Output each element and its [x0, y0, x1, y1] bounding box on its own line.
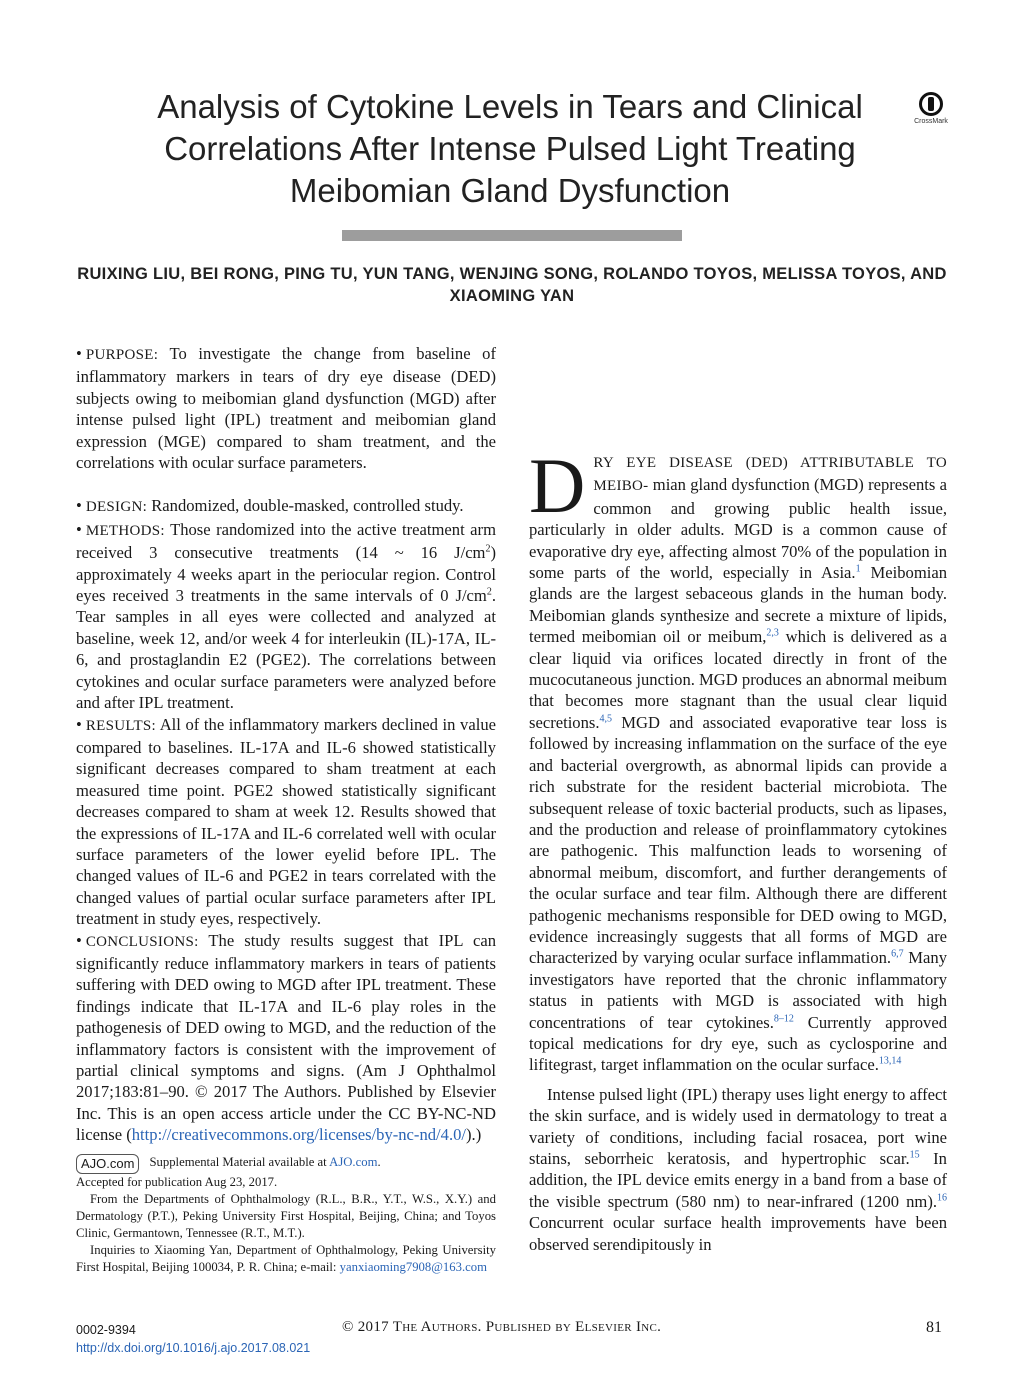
- p1-text-c: which is delivered as a clear liquid via orifices located directly in front of the mucocutaneous junction. MGD produces an abnormal meibum that becomes more stagnant than the usual clear liquid secretions.: [529, 627, 947, 732]
- crossmark-badge[interactable]: [913, 92, 949, 125]
- page-number: 81: [926, 1319, 942, 1336]
- p1-text-d: MGD and associated evaporative tear loss is followed by increasing inflammation on the surface of the eye and bacterial overgrowth, as abnormal lipids can provide a rich substrate for the resident bacterial microbiota. The subsequent release of toxic bacterial products, such as lipases, and the production and release of proinflammatory cytokines are pathogenic. This malfunction leads to worsening of abnormal meibum, discomfort, and further derangements of the ocular surface and tear film. Although there are different pathogenic mechanisms responsible for DED owing to MGD, evidence increasingly suggests that all forms of MGD are characterized by varying ocular surface inflammation.: [529, 712, 947, 968]
- affiliations: From the Departments of Ophthalmology (R.L., B.R., Y.T., W.S., X.Y.) and Dermatology (P.T.), Peking University First Hospital, Beijing, China; and Toyos Clinic, Germantown, Tennessee (R.T., M.T.).: [76, 1192, 496, 1240]
- ref-link[interactable]: 16: [937, 1192, 947, 1204]
- ref-link[interactable]: 1: [855, 563, 861, 575]
- ajo-badge[interactable]: AJO.com: [76, 1154, 139, 1174]
- supplemental-end: .: [377, 1155, 381, 1169]
- article-title: Analysis of Cytokine Levels in Tears and Clinical Correlations After Intense Pulsed Light Treating Meibomian Gland Dysfunction: [157, 88, 863, 209]
- footer-identifiers: [76, 1321, 310, 1357]
- abstract-results: • RESULTS: All of the inflammatory markers declined in value compared to baselines. IL-17A and IL-6 showed statistically significant decreases compared to sham treatment at each measured time point. PGE2 showed statistically significant decreases compared to sham at week 12. Results showed that the expressions of IL-17A and IL-6 correlated well with ocular surface parameters of the lower eyelid before IPL. The changed values of IL-6 and PGE2 in tears correlated with the changed values of partial ocular surface parameters after IPL treatment in study eyes, respectively.: [76, 714, 496, 929]
- email-link[interactable]: yanxiaoming7908@163.com: [339, 1260, 487, 1274]
- accepted-date: Accepted for publication Aug 23, 2017.: [76, 1175, 278, 1189]
- supplemental-note: [76, 1154, 496, 1174]
- abstract-methods: • METHODS: Those randomized into the active treatment arm received 3 consecutive treatments (14 ~ 16 $J/cm^2$) approximately 4 weeks apart in the periocular region. Control eyes received 3 treatments in the same intervals of 0 $J/cm^2$. Tear samples in all eyes were collected and analyzed at baseline, week 12, and/or week 4 for interleukin (IL)-17A, IL-6, and prostaglandin E2 (PGE2). The correlations between cytokines and ocular surface parameters were analyzed before and after IPL treatment.: [76, 519, 496, 713]
- author-list: RUIXING LIU, BEI RONG, PING TU, YUN TANG, WENJING SONG, ROLANDO TOYOS, MELISSA TOYOS, AND XIAOMING YAN: [77, 265, 947, 305]
- results-text: All of the inflammatory markers declined in value compared to baselines. IL-17A and IL-6 showed statistically significant decreases compared to sham treatment at each measured time point. PGE2 showed statistically significant decreases compared to sham at week 12. Results showed that the expressions of IL-17A and IL-6 correlated well with ocular surface parameters of the lower eyelid before IPL. The changed values of IL-6 and PGE2 in tears correlated with the changed values of partial ocular surface parameters after IPL treatment in study eyes, respectively.: [76, 714, 496, 929]
- p2-text-b: In addition, the IPL device emits energy in a band from a base of the visible spectrum (580 nm) to near-infrared (1200 nm).: [529, 1149, 947, 1211]
- abstract-design: • DESIGN: Randomized, double-masked, controlled study.: [76, 496, 464, 516]
- inquiries: [76, 1242, 496, 1276]
- methods-superscript-1: 2: [485, 543, 491, 555]
- methods-label: METHODS:: [85, 522, 165, 539]
- citation-text: (Am J Ophthalmol 2017;183:81–90. © 2017 The Authors. Published by Elsevier Inc. This is an open access article under the CC BY-NC-ND license (: [76, 1061, 496, 1145]
- crossmark-label: CrossMark: [914, 118, 948, 125]
- article-body: [529, 343, 947, 1255]
- license-link[interactable]: http://creativecommons.org/licenses/by-nc-nd/4.0/: [131, 1125, 467, 1145]
- issn: 0002-9394: [76, 1323, 136, 1337]
- inquiries-text: Inquiries to Xiaoming Yan, Department of Ophthalmology, Peking University First Hospital, Beijing 100034, P. R. China; e-mail:: [76, 1243, 496, 1274]
- ref-link[interactable]: 15: [909, 1149, 920, 1161]
- body-paragraph-1: [529, 442, 948, 1076]
- methods-superscript-2: 2: [486, 586, 492, 598]
- drop-cap: D: [529, 442, 586, 529]
- methods-text-3: . Tear samples in all eyes were collected and analyzed at baseline, week 12, and/or week 4 for interleukin (IL)-17A, IL-6, and prostaglandin E2 (PGE2). The correlations between cytokines and ocular surface parameters were analyzed before and after IPL treatment.: [76, 586, 496, 713]
- doi-link[interactable]: http://dx.doi.org/10.1016/j.ajo.2017.08.021: [76, 1341, 311, 1355]
- ref-link[interactable]: 6,7: [891, 948, 904, 960]
- p1-text-e: Many investigators have reported that the chronic inflammatory status in patients with MGD is associated with high concentrations of tear cytokines.: [529, 948, 947, 1032]
- footer-copyright: © 2017 The Authors. Published by Elsevier Inc.: [342, 1319, 662, 1335]
- p2-text-c: Concurrent ocular surface health improvements have been observed serendipitously in: [529, 1213, 947, 1254]
- body-paragraph-2: [529, 1084, 947, 1255]
- design-text: Randomized, double-masked, controlled study.: [151, 496, 464, 516]
- title-divider: [342, 230, 682, 241]
- abstract-continuation-space: [529, 343, 947, 451]
- abstract-conclusions: • CONCLUSIONS: The study results suggest that IPL can significantly reduce inflammatory markers in tears of patients suffering with DED owing to MGD after IPL treatment. These findings indicate that IL-17A and IL-6 play roles in the pathogenesis of DED owing to MGD, and the reduction of the inflammatory factors is consistent with the improvement of partial clinical symptoms and signs. (Am J Ophthalmol 2017;183:81–90. © 2017 The Authors. Published by Elsevier Inc. This is an open access article under the CC BY-NC-ND license (http://creativecommons.org/licenses/by-nc-nd/4.0/).): [76, 930, 496, 1145]
- p1-text-a: mian gland dysfunction (MGD) represents a common and growing public health issue, particularly in older adults. MGD is a common cause of evaporative dry eye, affecting almost 70% of the population in some parts of the world, especially in Asia.: [529, 475, 948, 583]
- results-label: RESULTS:: [85, 717, 157, 734]
- p1-text-f: Currently approved topical medications for dry eye, such as cyclosporine and lifitegrast, target inflammation on the ocular surface.: [529, 1012, 947, 1075]
- methods-text-2: ) approximately 4 weeks apart in the periocular region. Control eyes received 3 treatments in the same intervals of 0 J/cm: [76, 543, 496, 606]
- design-label: DESIGN:: [85, 499, 148, 516]
- purpose-text: To investigate the change from baseline of inflammatory markers in tears of dry eye disease (DED) subjects owing to meibomian gland dysfunction (MGD) after intense pulsed light (IPL) treatment and meibomian gland expression (MGE) compared to sham treatment, and the correlations with ocular surface parameters.: [76, 344, 496, 473]
- ref-link[interactable]: 4,5: [599, 713, 612, 725]
- abstract: [76, 343, 496, 1146]
- methods-text-1: Those randomized into the active treatment arm received 3 consecutive treatments (14 ~ 16 J/cm: [76, 519, 496, 563]
- crossmark-icon: [919, 92, 943, 116]
- lead-smallcaps: RY EYE DISEASE (DED) ATTRIBUTABLE TO MEIBO-: [593, 455, 947, 495]
- conclusions-text: The study results suggest that IPL can significantly reduce inflammatory markers in tears of patients suffering with DED owing to MGD after IPL treatment. These findings indicate that IL-17A and IL-6 play roles in the pathogenesis of DED owing to MGD, and the reduction of the inflammatory factors is consistent with the improvement of partial clinical symptoms and signs.: [76, 930, 496, 1080]
- ref-link[interactable]: 2,3: [766, 627, 779, 639]
- p2-text-a: Intense pulsed light (IPL) therapy uses light energy to affect the skin surface, and is widely used in dermatology to treat a variety of conditions, including facial rosacea, port wine stains, seborrheic keratosis, and hypertrophic scar.: [529, 1084, 947, 1168]
- footnotes: [76, 1154, 496, 1276]
- supplemental-link[interactable]: AJO.com: [329, 1155, 378, 1169]
- conclusions-label: CONCLUSIONS:: [85, 933, 199, 950]
- citation-end: ).): [466, 1125, 482, 1145]
- purpose-label: PURPOSE:: [85, 347, 159, 363]
- ref-link[interactable]: 13,14: [878, 1055, 902, 1067]
- p1-text-b: Meibomian glands are the largest sebaceous glands in the human body. Meibomian glands synthesize and secrete a mixture of lipids, termed meibomian oil or meibum,: [529, 563, 947, 647]
- supplemental-text: Supplemental Material available at: [149, 1155, 330, 1169]
- ref-link[interactable]: 8–12: [773, 1013, 794, 1025]
- abstract-purpose: • PURPOSE: To investigate the change from baseline of inflammatory markers in tears of dry eye disease (DED) subjects owing to meibomian gland dysfunction (MGD) after intense pulsed light (IPL) treatment and meibomian gland expression (MGE) compared to sham treatment, and the correlations with ocular surface parameters.: [76, 344, 496, 473]
